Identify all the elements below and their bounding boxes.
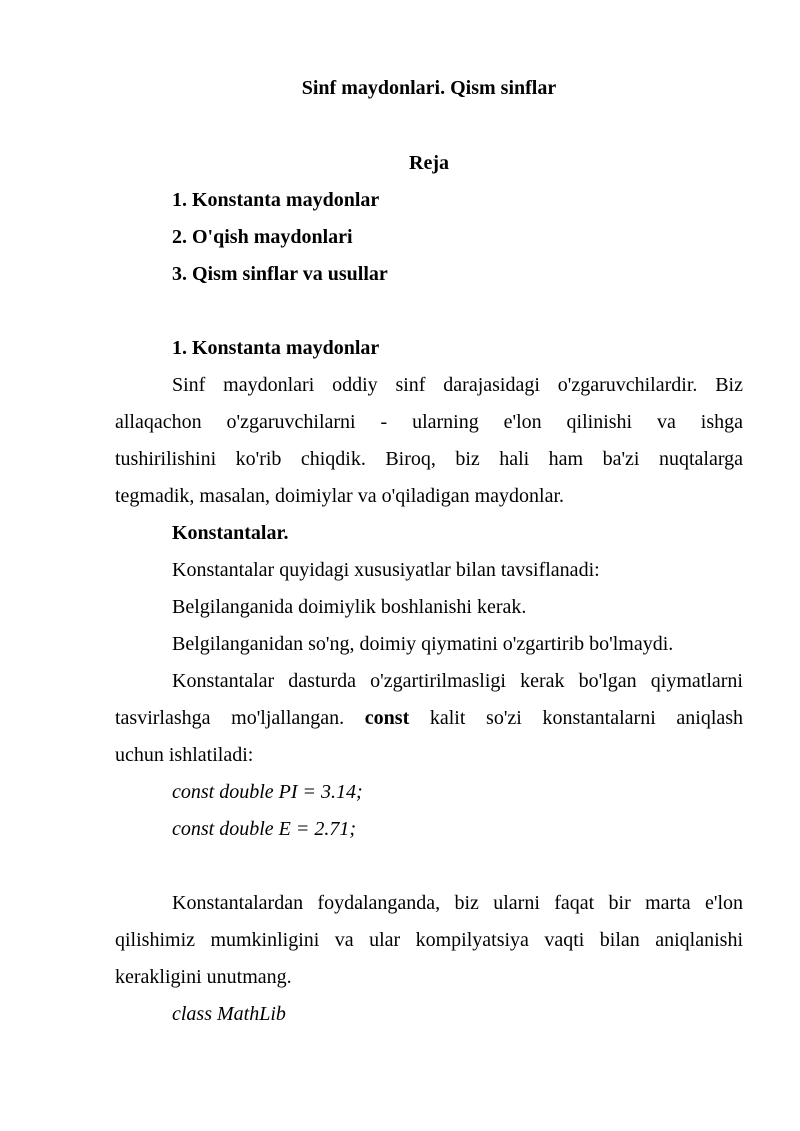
- paragraph-line: [115, 700, 743, 737]
- section-heading: 1. Konstanta maydonlar: [172, 337, 380, 359]
- text-span: kalit so'zi konstantalarni aniqlash: [429, 707, 744, 729]
- document-title: Sinf maydonlari. Qism sinflar: [301, 77, 557, 99]
- paragraph-line: Konstantalar quyidagi xususiyatlar bilan tavsiflanadi:: [172, 559, 600, 581]
- paragraph-line: tushirilishini ko'rib chiqdik. Biroq, biz hali ham ba'zi nuqtalarga: [115, 448, 743, 470]
- subheading: Konstantalar.: [172, 522, 289, 544]
- code-line: class MathLib: [172, 1003, 286, 1025]
- paragraph-line: tegmadik, masalan, doimiylar va o'qiladigan maydonlar.: [115, 485, 565, 507]
- plan-item-3: 3. Qism sinflar va usullar: [172, 263, 388, 285]
- paragraph-line: Sinf maydonlari oddiy sinf darajasidagi o'zgaruvchilardir. Biz: [172, 374, 743, 396]
- paragraph-line: kerakligini unutmang.: [115, 966, 292, 988]
- paragraph-line: uchun ishlatiladi:: [115, 744, 254, 766]
- paragraph-line: Belgilanganidan so'ng, doimiy qiymatini o'zgartirib bo'lmaydi.: [172, 633, 674, 655]
- plan-item-2: 2. O'qish maydonlari: [172, 226, 353, 248]
- plan-item-1: 1. Konstanta maydonlar: [172, 189, 380, 211]
- code-line: const double PI = 3.14;: [172, 781, 363, 803]
- keyword-const: const: [364, 707, 410, 729]
- paragraph-line: Konstantalar dasturda o'zgartirilmasligi kerak bo'lgan qiymatlarni: [172, 670, 743, 692]
- paragraph-line: Konstantalardan foydalanganda, biz ularni faqat bir marta e'lon: [172, 892, 743, 914]
- paragraph-line: allaqachon o'zgaruvchilarni - ularning e'lon qilinishi va ishga: [115, 411, 743, 433]
- code-line: const double E = 2.71;: [172, 818, 357, 840]
- paragraph-line: qilishimiz mumkinligini va ular kompilyatsiya vaqti bilan aniqlanishi: [115, 929, 743, 951]
- paragraph-line: Belgilanganida doimiylik boshlanishi kerak.: [172, 596, 527, 618]
- plan-heading: Reja: [409, 152, 449, 174]
- text-span: tasvirlashga mo'ljallangan.: [115, 707, 345, 729]
